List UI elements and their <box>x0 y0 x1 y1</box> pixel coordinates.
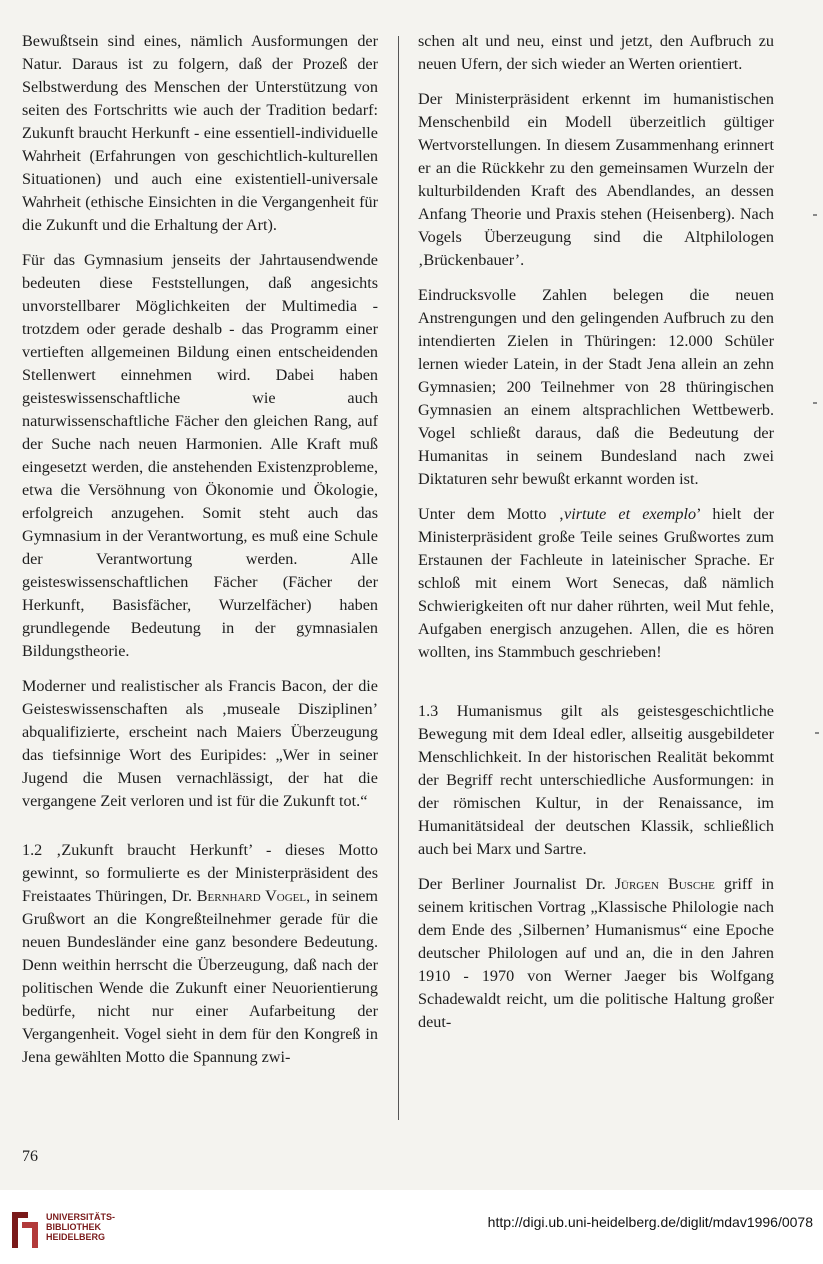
library-logo-icon <box>8 1210 42 1250</box>
right-paragraph-6-text-a: Der Berliner Journalist Dr. <box>418 875 615 893</box>
right-paragraph-4 <box>418 503 774 664</box>
right-paragraph-1: schen alt und neu, einst und jetzt, den Aufbruch zu neuen Ufern, der sich wieder an Werten orientiert. <box>418 32 774 73</box>
footer-bar <box>0 1190 823 1264</box>
margin-mark <box>813 214 817 216</box>
right-column <box>418 30 774 1046</box>
library-name <box>46 1212 115 1242</box>
left-paragraph-4 <box>22 839 378 1069</box>
right-paragraph-3: Eindrucksvolle Zahlen belegen die neuen Anstrengungen und den gelingenden Aufbruch zu den intendierten Zielen in Thüringen: 12.000 Schüler lernen wieder Latein, in der Stadt Jena allein an zehn Gymnasien; 200 Teilnehmer von 28 thüringischen Gymnasien an einem altsprachlichen Wettbewerb. Vogel schließt daraus, daß die Bedeutung der Humanitas in seinem Bundesland nach zwei Diktaturen sehr bewußt erkannt worden ist. <box>418 286 774 488</box>
right-paragraph-6-text-b: griff in seinem kritischen Vortrag „Klassische Philologie nach dem Ende des ‚Silbernen’ Humanismus“ eine Epoche deutscher Philologen auf und an, die in den Jahren 1910 - 1970 von Werner Jaeger bis Wolfgang Schadewaldt reicht, um die politische Haltung großer deut- <box>418 875 775 1031</box>
column-divider <box>398 36 399 1120</box>
motto-italic: virtute et exemplo <box>564 505 697 523</box>
right-paragraph-2: Der Ministerpräsident erkennt im humanistischen Menschenbild ein Modell überzeitlich gültiger Wertvorstellungen. In diesem Zusammenhang erinnert er an die Rückkehr zu den gemeinsamen Wurzeln der kulturbildenden Kraft des Abendlandes, an dessen Anfang Theorie und Praxis stehen (Heisenberg). Nach Vogels Überzeugung sind die Altphilologen ‚Brückenbauer’. <box>418 90 774 269</box>
left-paragraph-1: Bewußtsein sind eines, nämlich Ausformungen der Natur. Daraus ist zu folgern, daß der Prozeß der Selbstwerdung des Menschen der Unterstützung von seiten des Fortschritts wie auch der Tradition bedarf: Zukunft braucht Herkunft - eine essentiell-individuelle Wahrheit (Erfahrungen von geschichtlich-kulturellen Situationen) und auch eine existentiell-universale Wahrheit (ethische Einsichten in die Vergangenheit für die Zukunft und die Erhaltung der Art). <box>22 32 378 234</box>
name-juergen-busche: Jürgen Busche <box>614 875 715 893</box>
margin-mark <box>813 402 817 404</box>
page-number: 76 <box>22 1148 38 1165</box>
library-name-line-1: UNIVERSITÄTS- <box>46 1212 116 1222</box>
left-paragraph-2: Für das Gymnasium jenseits der Jahrtausendwende bedeuten diese Feststellungen, daß angesichts unvorstellbarer Möglichkeiten der Multimedia - trotzdem oder gerade deshalb - das Programm einer vertieften allgemeinen Bildung einen entscheidenden Stellenwert einnehmen wird. Dabei haben geisteswissenschaftliche wie auch naturwissenschaftliche Fächer den gleichen Rang, auf der Suche nach neuen Harmonien. Alle Kraft muß eingesetzt werden, die anstehenden Existenzprobleme, etwa die Versöhnung von Ökonomie und Ökologie, erfolgreich anzugehen. Somit steht auch das Gymnasium in der Verantwortung, es muß eine Schule der Verantwortung werden. Alle geisteswissenschaftlichen Fächer (Fächer der Herkunft, Basisfächer, Wurzelfächer) haben grundlegende Bedeutung in der gymnasialen Bildungstheorie. <box>22 251 378 660</box>
source-url[interactable]: http://digi.ub.uni-heidelberg.de/diglit/mdav1996/0078 <box>487 1214 813 1230</box>
margin-mark <box>815 732 819 734</box>
left-paragraph-4-text-b: , in seinem Grußwort an die Kongreßteilnehmer gerade für die neuen Bundesländer eine ganz besondere Bedeutung. Denn weithin herrscht die Überzeugung, daß nach der politischen Wende die Zukunft einer Neuorientierung bedürfe, nicht nur einer Aufarbeitung der Vergangenheit. Vogel sieht in dem für den Kongreß in Jena gewählten Motto die Spannung zwi- <box>22 887 378 1066</box>
right-paragraph-5: 1.3 Humanismus gilt als geistesgeschichtliche Bewegung mit dem Ideal edler, allseitig ausgebildeter Menschlichkeit. In der historischen Realität bekommt der Begriff recht unterschiedliche Ausformungen: in der römischen Kultur, in der Renaissance, im Humanitätsideal der deutschen Klassik, schließlich auch bei Marx und Sartre. <box>418 702 774 858</box>
library-name-line-2: BIBLIOTHEK <box>46 1222 101 1232</box>
right-paragraph-4-text-b: ’ hielt der Ministerpräsident große Teile seines Grußwortes zum Erstaunen der Fachleute in lateinischer Sprache. Er schloß mit einem Wort Senecas, daß nämlich Schwierigkeiten oft nur daher rührten, weil Mut fehle, Aufgaben energisch anzugehen. Allen, die es hören wollten, ins Stammbuch geschrieben! <box>418 505 774 661</box>
library-name-line-3: HEIDELBERG <box>46 1232 106 1242</box>
right-paragraph-4-text-a: Unter dem Motto ‚ <box>418 505 565 523</box>
name-bernhard-vogel: Bernhard Vogel <box>196 887 307 905</box>
right-paragraph-6 <box>418 873 774 1034</box>
left-paragraph-4-text-a: 1.2 ‚Zukunft braucht Herkunft’ - dieses Motto gewinnt, so formulierte es der Ministerpräsident des Freistaates Thüringen, Dr. <box>22 841 378 905</box>
left-column <box>22 30 378 1081</box>
left-paragraph-3: Moderner und realistischer als Francis Bacon, der die Geisteswissenschaften als ‚museale Disziplinen’ abqualifizierte, erscheint nach Maiers Überzeugung das tiefsinnige Wort des Euripides: „Wer in seiner Jugend die Musen vernachlässigt, der hat die vergangene Zeit verloren und ist für die Zukunft tot.“ <box>22 677 378 810</box>
